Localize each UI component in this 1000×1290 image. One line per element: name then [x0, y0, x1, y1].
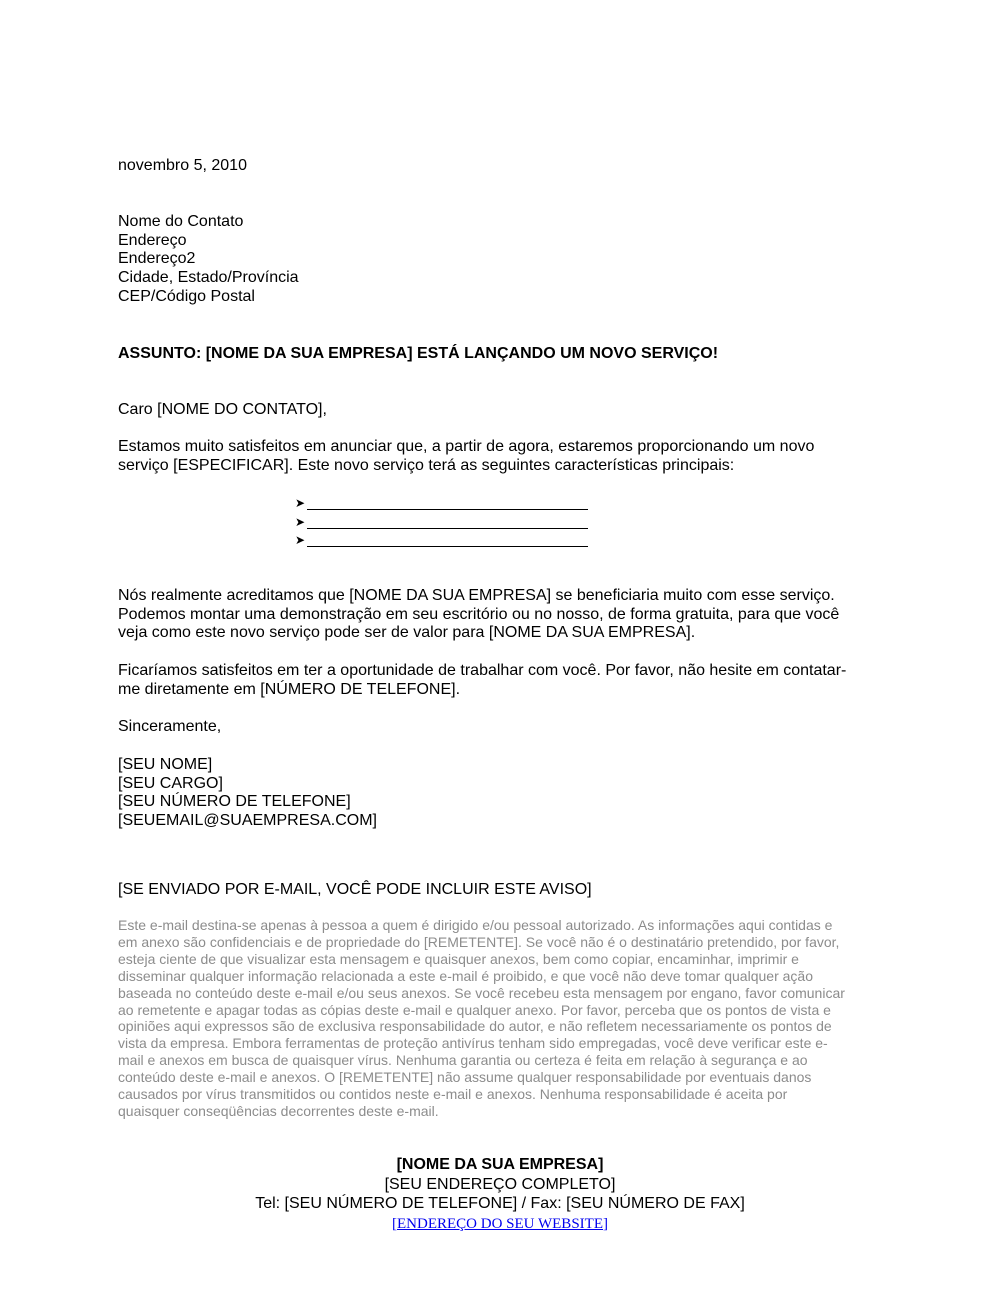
greeting-text: Caro [NOME DO CONTATO],: [118, 401, 327, 418]
notice-heading-text: [SE ENVIADO POR E-MAIL, VOCÊ PODE INCLUIR ESTE AVISO]: [118, 881, 592, 898]
subject-text: ASSUNTO: [NOME DA SUA EMPRESA] ESTÁ LANÇANDO UM NOVO SERVIÇO!: [118, 345, 719, 362]
email-notice-heading: [118, 881, 592, 900]
benefit-line: Nós realmente acreditamos que [NOME DA SUA EMPRESA] se beneficiaria muito com esse serviço.: [118, 587, 835, 604]
recipient-address: [118, 213, 299, 307]
email-disclaimer: [118, 917, 888, 1120]
disclaimer-line: vista da empresa. Embora ferramentas de proteção antivírus tenham sido empregadas, você deve verificar este e-: [118, 1035, 828, 1052]
bullet-item: [295, 513, 588, 532]
benefit-paragraph: [118, 587, 888, 643]
disclaimer-line: causados por vírus transmitidos ou contidos neste e-mail e anexos. Nenhuma responsabilidade é aceita por: [118, 1086, 788, 1103]
signature-phone: [SEU NÚMERO DE TELEFONE]: [118, 793, 351, 811]
arrow-bullet-icon: ➤: [295, 514, 306, 529]
arrow-bullet-icon: ➤: [295, 496, 306, 510]
disclaimer-line: conteúdo deste e-mail e anexos. O [REMETENTE] não assume qualquer responsabilidade por eventuais danos: [118, 1069, 812, 1086]
letter-date: [118, 157, 247, 176]
closing-text: Sinceramente,: [118, 718, 222, 735]
signature-title: [SEU CARGO]: [118, 774, 223, 792]
date-text: novembro 5, 2010: [118, 157, 247, 174]
benefit-line: Podemos montar uma demonstração em seu escritório ou no nosso, de forma gratuita, para que você: [118, 605, 840, 623]
salutation: [118, 401, 327, 420]
disclaimer-line: baseada no conteúdo deste e-mail e/ou seus anexos. Se você recebeu esta mensagem por engano, favor comunicar: [118, 984, 845, 1001]
contact-paragraph: [118, 662, 888, 699]
company-footer: [0, 1155, 1000, 1234]
contact-line: me diretamente em [NÚMERO DE TELEFONE].: [118, 680, 461, 698]
footer-company-name: [NOME DA SUA EMPRESA]: [396, 1156, 604, 1173]
disclaimer-line: esteja ciente de que visualizar esta mensagem e quaisquer anexos, bem como copiar, encaminhar, imprimir e: [118, 950, 799, 967]
disclaimer-line: opiniões aqui expressos são de exclusiva responsabilidade do autor, e não refletem necessariamente os pontos de: [118, 1018, 832, 1035]
recipient-postal-code: CEP/Código Postal: [118, 287, 255, 305]
benefit-line: veja como este novo serviço pode ser de valor para [NOME DA SUA EMPRESA].: [118, 624, 696, 642]
disclaimer-line: ao remetente e apagar todas as cópias deste e-mail e qualquer anexo. Por favor, perceba que os pontos de vista e: [118, 1001, 831, 1018]
disclaimer-line: quaisquer conseqüências decorrentes deste e-mail.: [118, 1102, 439, 1119]
footer-website-link[interactable]: [ENDEREÇO DO SEU WEBSITE]: [392, 1215, 608, 1232]
disclaimer-line: Este e-mail destina-se apenas à pessoa a quem é dirigido e/ou pessoal autorizado. As informações aqui contidas e: [118, 917, 833, 933]
disclaimer-line: mail e anexos em busca de quaisquer vírus. Nenhuma garantia ou certeza é feita em relação à segurança e ao: [118, 1052, 808, 1069]
intro-line: Estamos muito satisfeitos em anunciar que, a partir de agora, estaremos proporcionando um novo: [118, 438, 815, 455]
recipient-name: Nome do Contato: [118, 213, 244, 230]
intro-line: serviço [ESPECIFICAR]. Este novo serviço terá as seguintes características principais:: [118, 456, 735, 474]
blank-fill-line: [307, 546, 588, 547]
footer-contact: Tel: [SEU NÚMERO DE TELEFONE] / Fax: [SEU NÚMERO DE FAX]: [255, 1195, 745, 1212]
blank-fill-line: [307, 528, 588, 529]
recipient-address-line-2: Endereço2: [118, 250, 196, 268]
disclaimer-line: disseminar qualquer informação relacionada a este e-mail é proibido, e que você não deve tomar qualquer ação: [118, 967, 813, 984]
contact-line: Ficaríamos satisfeitos em ter a oportunidade de trabalhar com você. Por favor, não hesite em contatar-: [118, 662, 847, 679]
intro-paragraph: [118, 438, 878, 475]
subject-line: [118, 345, 718, 364]
footer-address: [SEU ENDEREÇO COMPLETO]: [384, 1175, 616, 1193]
arrow-bullet-icon: ➤: [295, 533, 306, 548]
signature-name: [SEU NOME]: [118, 756, 213, 773]
recipient-address-line-1: Endereço: [118, 231, 187, 249]
signature-email: [SEUEMAIL@SUAEMPRESA.COM]: [118, 812, 377, 830]
bullet-item: [295, 494, 588, 513]
closing: [118, 718, 221, 737]
blank-fill-line: [307, 509, 588, 510]
signature-block: [118, 756, 377, 831]
disclaimer-line: em anexo são confidenciais e de propriedade do [REMETENTE]. Se você não é o destinatário pretendido, por favor,: [118, 933, 840, 950]
bullet-item: [295, 531, 588, 550]
recipient-city: Cidade, Estado/Província: [118, 269, 299, 287]
feature-bullet-list: [295, 494, 588, 550]
